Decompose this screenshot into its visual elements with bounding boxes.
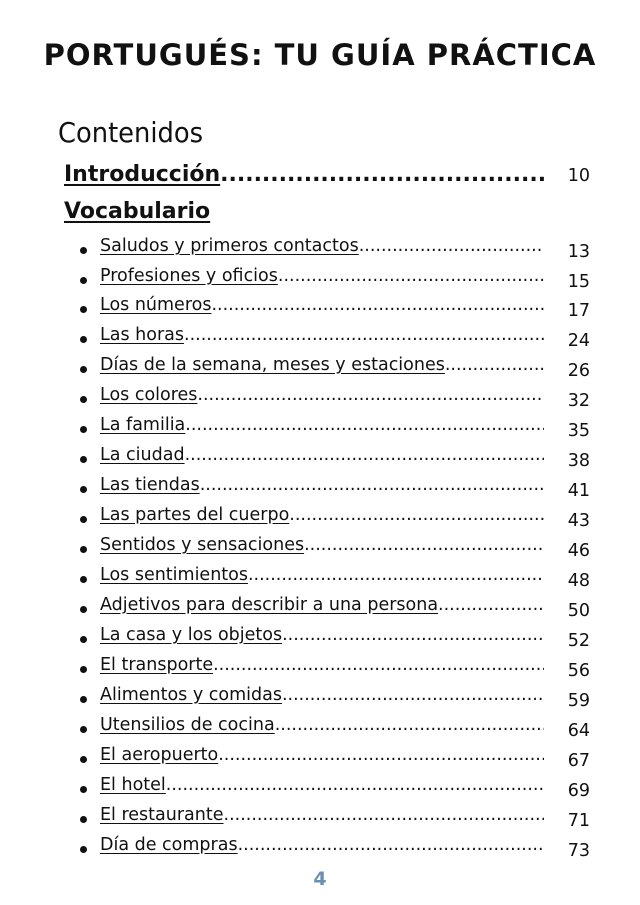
bullet [80, 306, 87, 313]
leader-dots [220, 162, 544, 187]
toc-link[interactable]: Saludos y primeros contactos [100, 236, 359, 256]
toc-heading: Contenidos [58, 116, 204, 149]
toc-link[interactable]: Alimentos y comidas [100, 685, 282, 705]
toc-page-number: 26 [567, 361, 590, 381]
toc-item [100, 236, 590, 262]
toc-section-vocabulario [64, 199, 210, 224]
toc-link[interactable]: Las partes del cuerpo [100, 505, 290, 525]
toc-item [100, 685, 590, 711]
toc-item [100, 325, 590, 351]
toc-link[interactable]: Las horas [100, 325, 184, 345]
leader-dots [185, 415, 544, 435]
leader-dots [166, 775, 544, 795]
leader-dots [289, 505, 544, 525]
leader-dots [218, 745, 544, 765]
toc-item [100, 295, 590, 321]
bullet [80, 816, 87, 823]
toc-link[interactable]: El transporte [100, 655, 214, 675]
bullet [80, 696, 87, 703]
toc-link[interactable]: Utensilios de cocina [100, 715, 275, 735]
toc-item [100, 505, 590, 531]
toc-link[interactable]: Los números [100, 295, 212, 315]
toc-item [100, 355, 590, 381]
leader-dots [438, 595, 544, 615]
toc-page-number: 59 [567, 691, 590, 711]
toc-page-number: 41 [567, 481, 590, 501]
toc-link[interactable]: Días de la semana, meses y estaciones [100, 355, 445, 375]
toc-page-number: 17 [567, 301, 590, 321]
bullet [80, 606, 87, 613]
toc-item [100, 445, 590, 471]
bullet [80, 396, 87, 403]
leader-dots [185, 445, 544, 465]
toc-item [100, 625, 590, 651]
leader-dots [304, 535, 544, 555]
toc-page-number: 69 [567, 781, 590, 801]
toc-link[interactable]: Los sentimientos [100, 565, 248, 585]
book-title: PORTUGUÉS: TU GUÍA PRÁCTICA [43, 38, 597, 72]
toc-page-number: 10 [567, 166, 590, 186]
toc-item [100, 775, 590, 801]
toc-link[interactable]: La ciudad [100, 445, 185, 465]
toc-item [100, 805, 590, 831]
bullet [80, 576, 87, 583]
toc-page-number: 46 [567, 541, 590, 561]
leader-dots [248, 565, 544, 585]
bullet [80, 247, 87, 254]
toc-link[interactable]: Las tiendas [100, 475, 200, 495]
toc-section-introduccion [64, 162, 590, 187]
toc-page-number: 67 [567, 751, 590, 771]
toc-page-number: 56 [567, 661, 590, 681]
toc-link[interactable]: Sentidos y sensaciones [100, 535, 305, 555]
toc-link[interactable]: Los colores [100, 385, 198, 405]
leader-dots [238, 835, 544, 855]
leader-dots [213, 655, 544, 675]
toc-page-number: 24 [567, 331, 590, 351]
leader-dots [197, 385, 544, 405]
toc-link[interactable]: El hotel [100, 775, 166, 795]
toc-page-number: 48 [567, 571, 590, 591]
bullet [80, 456, 87, 463]
leader-dots [224, 805, 545, 825]
toc-item [100, 475, 590, 501]
toc-page-number: 13 [567, 242, 590, 262]
toc-page-number: 32 [567, 391, 590, 411]
toc-item [100, 595, 590, 621]
toc-item [100, 565, 590, 591]
bullet [80, 336, 87, 343]
toc-link[interactable]: Profesiones y oficios [100, 266, 278, 286]
leader-dots [184, 325, 544, 345]
toc-item [100, 715, 590, 741]
toc-page-number: 64 [567, 721, 590, 741]
toc-item [100, 655, 590, 681]
leader-dots [282, 685, 544, 705]
bullet [80, 426, 87, 433]
toc-page-number: 15 [567, 272, 590, 292]
toc-link[interactable]: La familia [100, 415, 186, 435]
toc-page-number: 35 [567, 421, 590, 441]
bullet [80, 666, 87, 673]
toc-item [100, 266, 590, 292]
bullet [80, 516, 87, 523]
leader-dots [275, 715, 544, 735]
page-number: 4 [313, 868, 327, 890]
bullet [80, 636, 87, 643]
toc-item [100, 385, 590, 411]
toc-page-number: 71 [567, 811, 590, 831]
toc-page-number: 52 [567, 631, 590, 651]
toc-link[interactable]: El aeropuerto [100, 745, 219, 765]
toc-page-number: 43 [567, 511, 590, 531]
toc-link[interactable]: La casa y los objetos [100, 625, 283, 645]
bullet [80, 486, 87, 493]
bullet [80, 756, 87, 763]
bullet [80, 546, 87, 553]
toc-link-introduccion[interactable]: Introducción [64, 162, 221, 187]
toc-page-number: 50 [567, 601, 590, 621]
bullet [80, 726, 87, 733]
toc-link[interactable]: El restaurante [100, 805, 224, 825]
bullet [80, 277, 87, 284]
bullet [80, 786, 87, 793]
toc-page-number: 38 [567, 451, 590, 471]
leader-dots [211, 295, 544, 315]
toc-link[interactable]: Día de compras [100, 835, 238, 855]
leader-dots [359, 236, 544, 256]
leader-dots [200, 475, 544, 495]
toc-link[interactable]: Adjetivos para describir a una persona [100, 595, 439, 615]
toc-item [100, 415, 590, 441]
toc-item [100, 535, 590, 561]
bullet [80, 846, 87, 853]
toc-page-number: 73 [567, 841, 590, 861]
toc-item [100, 835, 590, 861]
toc-link-vocabulario[interactable]: Vocabulario [64, 199, 211, 224]
toc-item [100, 745, 590, 771]
leader-dots [278, 266, 544, 286]
bullet [80, 366, 87, 373]
leader-dots [445, 355, 544, 375]
leader-dots [282, 625, 544, 645]
